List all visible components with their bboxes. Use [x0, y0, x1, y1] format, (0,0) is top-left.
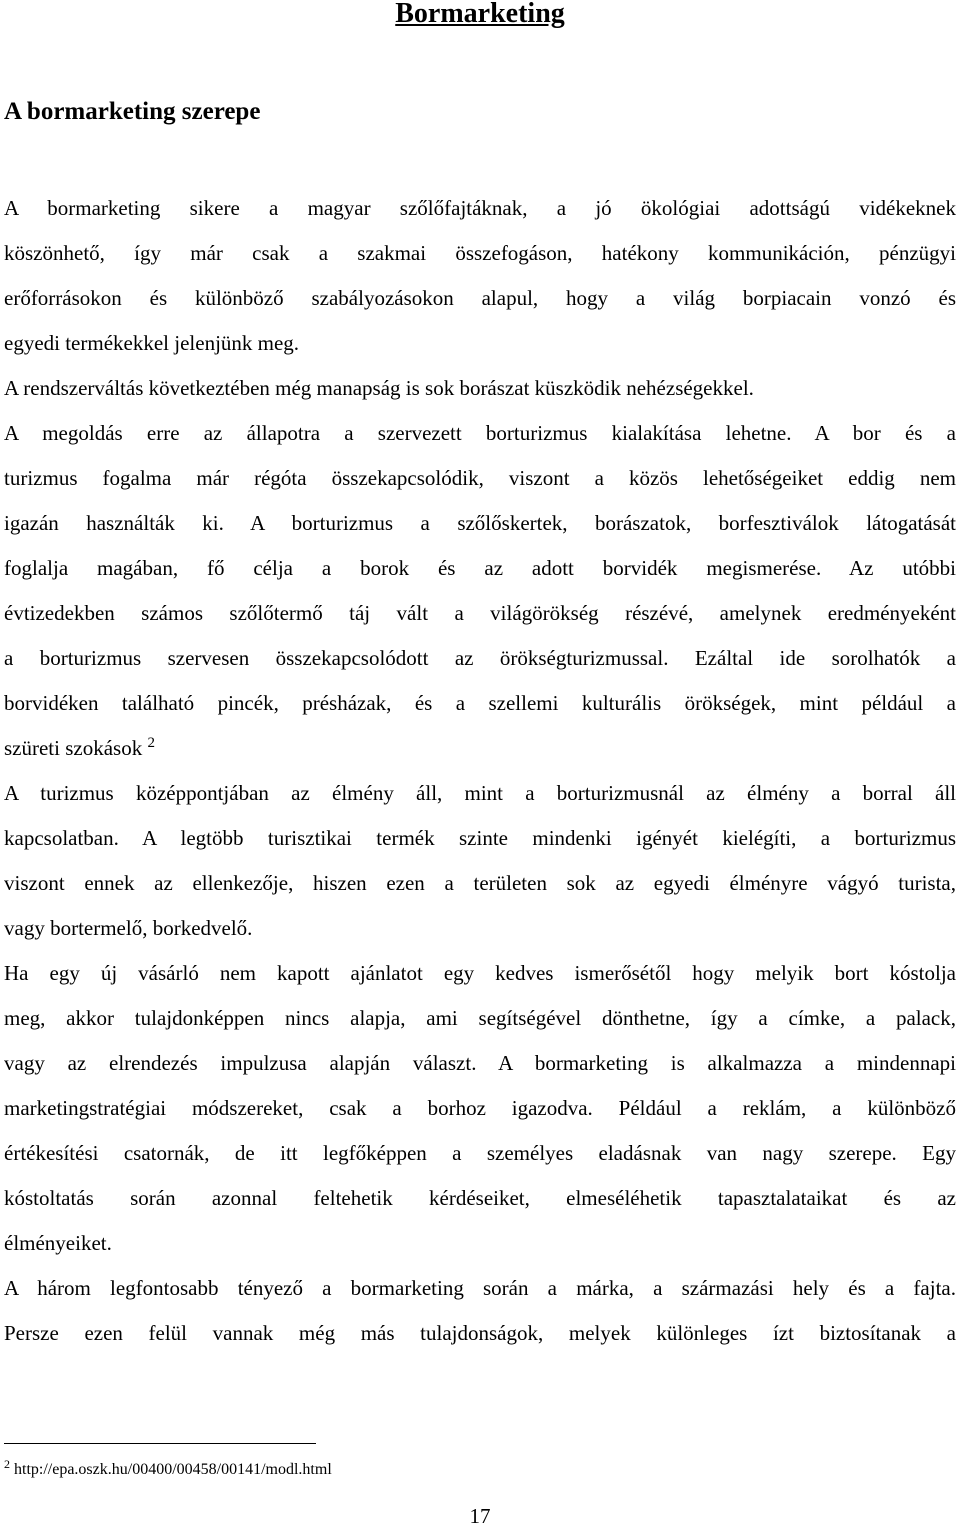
paragraph-line: kapcsolatban. A legtöbb turisztikai termék szinte mindenki igényét kielégíti, a borturizmus: [4, 826, 956, 850]
paragraph-line: Persze ezen felül vannak még más tulajdonságok, melyek különleges ízt biztosítanak a: [4, 1321, 956, 1345]
paragraph-line: foglalja magában, fő célja a borok és az adott borvidék megismerése. Az utóbbi: [4, 556, 956, 580]
paragraph-line: vagy bortermelő, borkedvelő.: [4, 916, 253, 940]
paragraph-line: köszönhető, így már csak a szakmai összefogáson, hatékony kommunikáción, pénzügyi: [4, 241, 956, 265]
section-heading: A bormarketing szerepe: [4, 98, 261, 125]
footnote: [4, 1458, 332, 1482]
paragraph-2: [4, 771, 956, 951]
footnote-reference[interactable]: 2: [147, 735, 155, 751]
paragraph-line: egyedi termékekkel jelenjünk meg.: [4, 331, 300, 355]
paragraph-line: vagy az elrendezés impulzusa alapján választ. A bormarketing is alkalmazza a mindennapi: [4, 1051, 956, 1075]
paragraph-line: turizmus fogalma már régóta összekapcsolódik, viszont a közös lehetőségeiket eddig nem: [4, 466, 956, 490]
document-title: Bormarketing: [395, 0, 565, 29]
paragraph-line: Ha egy új vásárló nem kapott ajánlatot egy kedves ismerősétől hogy melyik bort kóstolja: [4, 961, 956, 985]
paragraph-line: erőforrásokon és különböző szabályozásokon alapul, hogy a világ borpiacain vonzó és: [4, 286, 956, 310]
paragraph-3: [4, 951, 956, 1266]
footnote-number: 2: [4, 1457, 10, 1471]
paragraph-line: A bormarketing sikere a magyar szőlőfajtáknak, a jó ökológiai adottságú vidékeknek: [4, 196, 956, 220]
paragraph-line-text: szüreti szokások: [4, 736, 143, 760]
paragraph-line: A rendszerváltás következtében még manapság is sok borászat küszködik nehézségekkel.: [4, 376, 754, 400]
paragraph-line: A három legfontosabb tényező a bormarketing során a márka, a származási hely és a fajta.: [4, 1276, 956, 1300]
paragraph-line: igazán használták ki. A borturizmus a szőlőskertek, borászatok, borfesztiválok látogatását: [4, 511, 956, 535]
paragraph-1: [4, 186, 956, 771]
paragraph-line: viszont ennek az ellenkezője, hiszen ezen a területen sok az egyedi élményre vágyó turista,: [4, 871, 956, 895]
footnote-separator: [4, 1443, 316, 1444]
page-number: 17: [469, 1504, 491, 1528]
paragraph-line: A turizmus középpontjában az élmény áll, mint a borturizmusnál az élmény a borral áll: [4, 781, 956, 805]
paragraph-line: meg, akkor tulajdonképpen nincs alapja, ami segítségével dönthetne, így a címke, a palack,: [4, 1006, 956, 1030]
paragraph-4: [4, 1266, 956, 1356]
paragraph-line: marketingstratégiai módszereket, csak a borhoz igazodva. Például a reklám, a különböző: [4, 1096, 956, 1120]
paragraph-line: [4, 726, 956, 771]
paragraph-line: értékesítési csatornák, de itt legfőképpen a személyes eladásnak van nagy szerepe. Egy: [4, 1141, 956, 1165]
paragraph-line: élményeiket.: [4, 1231, 112, 1255]
paragraph-line: a borturizmus szervesen összekapcsolódott az örökségturizmussal. Ezáltal ide sorolhatók a: [4, 646, 956, 670]
paragraph-line: évtizedekben számos szőlőtermő táj vált a világörökség részévé, amelynek eredményeként: [4, 601, 956, 625]
paragraph-line: A megoldás erre az állapotra a szervezett borturizmus kialakítása lehetne. A bor és a: [4, 421, 956, 445]
paragraph-line: borvidéken található pincék, présházak, és a szellemi kulturális örökségek, mint például a: [4, 691, 956, 715]
footnote-link[interactable]: http://epa.oszk.hu/00400/00458/00141/modl.html: [14, 1461, 332, 1478]
paragraph-line: kóstoltatás során azonnal feltehetik kérdéseiket, elmeséléhetik tapasztalataikat és az: [4, 1186, 956, 1210]
